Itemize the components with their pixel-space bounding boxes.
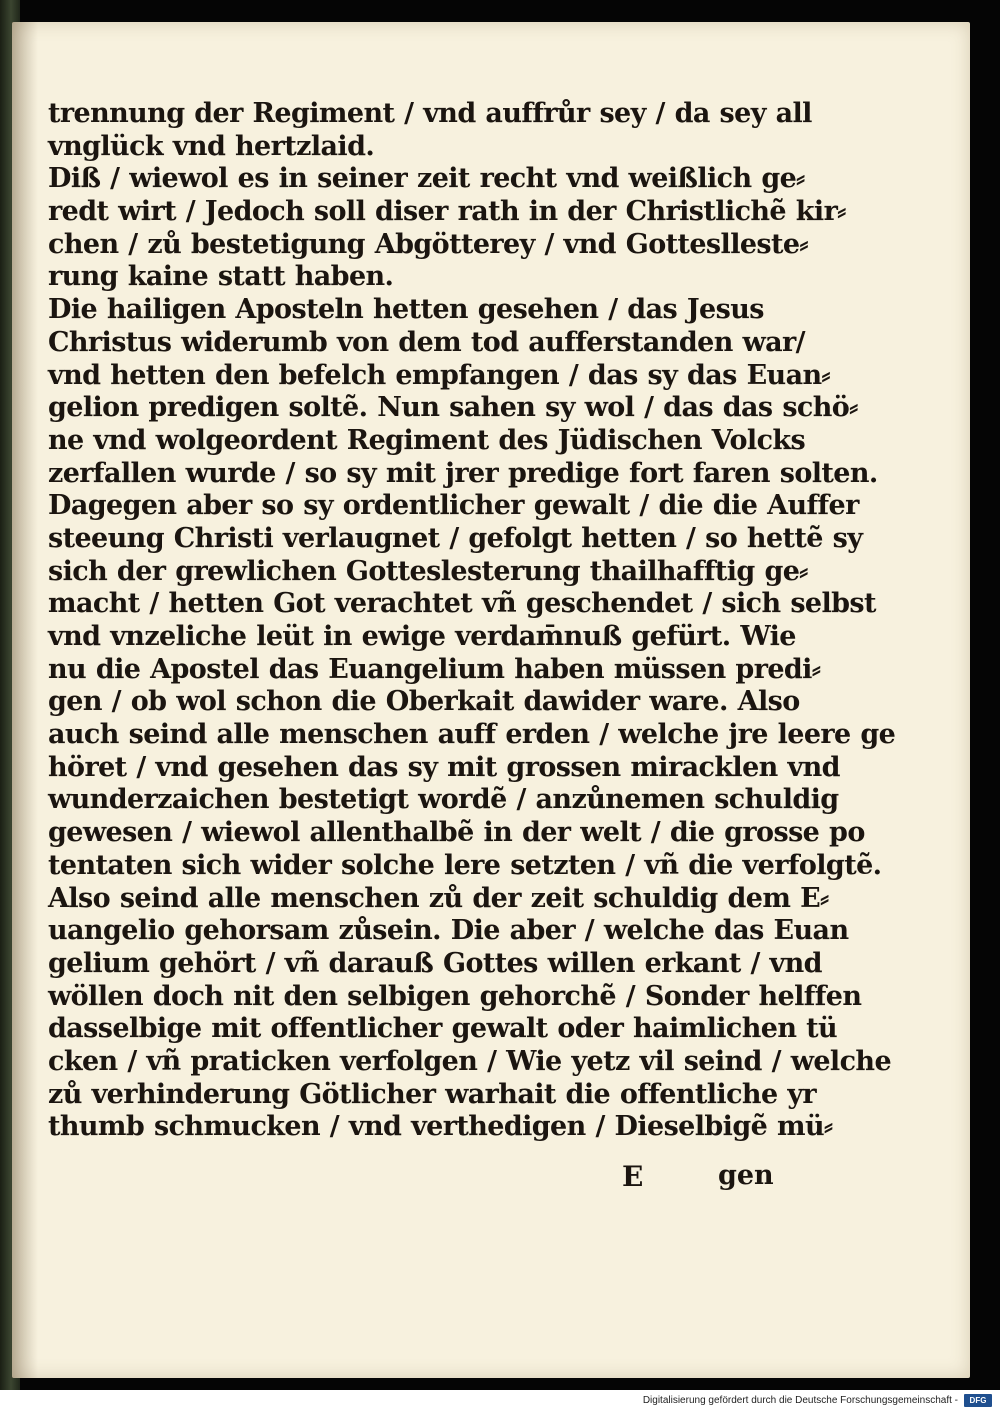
text-line: sich der grewlichen Gotteslesterung thailhafftig ge⸗ <box>48 555 808 587</box>
text-line: zů verhinderung Götlicher warhait die offentliche yr <box>48 1078 817 1110</box>
text-line: Dagegen aber so sy ordentlicher gewalt / die die Auffer <box>48 490 859 522</box>
text-line: trennung der Regiment / vnd auffrůr sey / da sey all <box>48 98 812 129</box>
text-line: steeung Christi verlaugnet / gefolgt hetten / so hettẽ sy <box>48 522 863 554</box>
credit-bar <box>0 1390 1000 1413</box>
text-line: nu die Apostel das Euangelium haben müssen predi⸗ <box>48 653 821 685</box>
catchword: gen <box>718 1160 774 1191</box>
text-line: gelium gehört / vñ darauß Gottes willen erkant / vnd <box>48 947 822 979</box>
text-line: gelion predigen soltẽ. Nun sahen sy wol / das das schö⸗ <box>48 392 858 424</box>
text-line: Also seind alle menschen zů der zeit schuldig dem E⸗ <box>48 882 829 914</box>
text-line: vnglück vnd hertzlaid. <box>48 130 375 162</box>
text-line: chen / zů bestetigung Abgötterey / vnd Gotteslleste⸗ <box>48 228 808 260</box>
text-line: wunderzaichen bestetigt wordẽ / anzůnemen schuldig <box>48 784 839 816</box>
text-line: vnd hetten den befelch empfangen / das sy das Euan⸗ <box>48 359 830 391</box>
text-line: gen / ob wol schon die Oberkait dawider ware. Also <box>48 686 800 718</box>
page-foot <box>24 1160 774 1200</box>
text-line: Diß / wiewol es in seiner zeit recht vnd weißlich ge⸗ <box>48 163 805 195</box>
text-line: Die hailigen Aposteln hetten gesehen / das Jesus <box>48 294 764 326</box>
text-line: höret / vnd gesehen das sy mit grossen miracklen vnd <box>48 751 840 783</box>
text-line: rung kaine statt haben. <box>48 261 394 293</box>
text-line: cken / vñ praticken verfolgen / Wie yetz vil seind / welche <box>48 1045 892 1077</box>
page-text-block <box>48 98 896 1144</box>
text-line: dasselbige mit offentlicher gewalt oder haimlichen tü <box>48 1013 838 1045</box>
funding-credit: Digitalisierung gefördert durch die Deutsche Forschungsgemeinschaft - <box>642 1395 958 1406</box>
book-page <box>12 22 970 1378</box>
signature-mark: E <box>622 1160 644 1193</box>
text-line: wöllen doch nit den selbigen gehorchẽ / Sonder helffen <box>48 980 862 1012</box>
text-line: auch seind alle menschen auff erden / welche jre leere ge <box>48 719 896 751</box>
text-line: ne vnd wolgeordent Regiment des Jüdischen Volcks <box>48 424 806 456</box>
text-line: macht / hetten Got verachtet vñ geschendet / sich selbst <box>48 588 876 620</box>
text-line: tentaten sich wider solche lere setzten / vñ die verfolgtẽ. <box>48 849 882 881</box>
text-line: redt wirt / Jedoch soll diser rath in der Christlichẽ kir⸗ <box>48 196 846 228</box>
text-line: thumb schmucken / vnd verthedigen / Dieselbigẽ mü⸗ <box>48 1111 833 1143</box>
text-line: gewesen / wiewol allenthalbẽ in der welt / die grosse po <box>48 817 865 849</box>
text-line: vnd vnzeliche leüt in ewige verdam̄nuß gefürt. Wie <box>48 621 796 652</box>
text-line: uangelio gehorsam zůsein. Die aber / welche das Euan <box>48 915 849 947</box>
dfg-logo-icon: DFG <box>964 1394 992 1407</box>
text-line: Christus widerumb von dem tod aufferstanden war/ <box>48 326 805 358</box>
text-line: zerfallen wurde / so sy mit jrer predige fort faren solten. <box>48 457 878 489</box>
